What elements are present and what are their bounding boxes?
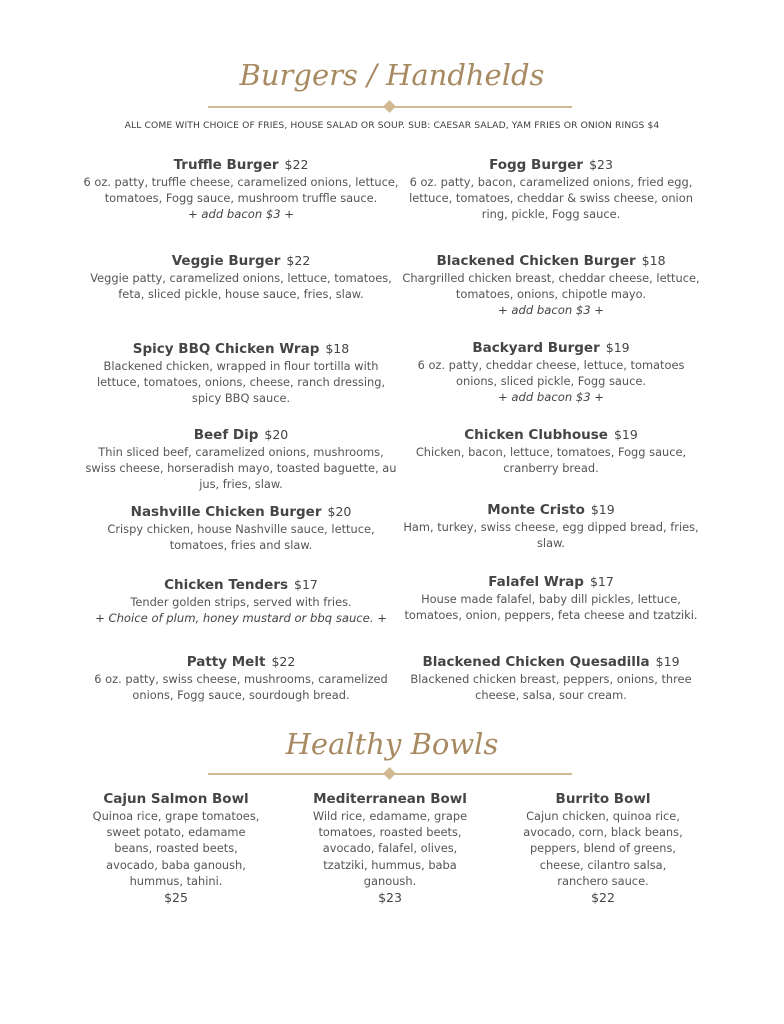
- menu-item: [400, 573, 702, 623]
- section-title-bowls: Healthy Bowls: [285, 727, 499, 761]
- item-name: Chicken Clubhouse: [464, 427, 608, 443]
- item-description: Cajun chicken, quinoa rice, avocado, corn, black beans, peppers, blend of greens, cheese, cilantro salsa, ranchero sauce.: [523, 809, 683, 888]
- item-price: $22: [591, 890, 615, 906]
- item-name: Nashville Chicken Burger: [130, 504, 322, 520]
- item-price: $18: [641, 253, 666, 268]
- item-description: Quinoa rice, grape tomatoes, sweet potato, edamame beans, roasted beets, avocado, baba ganoush, hummus, tahini.: [92, 809, 260, 888]
- item-description: 6 oz. patty, truffle cheese, caramelized onions, lettuce, tomatoes, Fogg sauce, mushroom truffle sauce.: [83, 175, 399, 206]
- menu-item: [82, 252, 400, 302]
- item-description: Wild rice, edamame, grape tomatoes, roasted beets, avocado, falafel, olives, tzatziki, hummus, baba ganoush.: [312, 809, 468, 888]
- item-price: $17: [589, 574, 614, 589]
- diamond-ornament-icon: [383, 100, 396, 113]
- item-description: Veggie patty, caramelized onions, lettuce, tomatoes, feta, sliced pickle, house sauce, fries, slaw.: [90, 271, 392, 302]
- item-name: Blackened Chicken Quesadilla: [422, 654, 650, 670]
- item-price: $22: [271, 654, 296, 669]
- item-addon: + add bacon $3 +: [497, 303, 605, 318]
- item-name: Spicy BBQ Chicken Wrap: [132, 341, 320, 357]
- bowl-item: [517, 790, 689, 906]
- menu-item: [82, 503, 400, 553]
- item-name: Beef Dip: [193, 427, 259, 443]
- item-name: Monte Cristo: [487, 502, 585, 518]
- item-name: Fogg Burger: [489, 157, 584, 173]
- menu-item: [400, 426, 702, 476]
- item-price: $17: [294, 577, 318, 592]
- item-name: Cajun Salmon Bowl: [103, 791, 249, 807]
- bowl-item: [302, 790, 478, 906]
- menu-item: [400, 501, 702, 551]
- item-name: Falafel Wrap: [488, 574, 584, 590]
- item-name: Veggie Burger: [171, 253, 281, 269]
- item-description: Blackened chicken, wrapped in flour tortilla with lettuce, tomatoes, onions, cheese, ranch dressing, spicy BBQ sauce.: [96, 359, 386, 406]
- item-price: $22: [286, 253, 311, 268]
- item-price: $19: [590, 502, 615, 517]
- item-price: $20: [264, 427, 289, 442]
- item-name: Truffle Burger: [173, 157, 279, 173]
- item-description: Ham, turkey, swiss cheese, egg dipped bread, fries, slaw.: [403, 520, 699, 551]
- item-price: $23: [589, 157, 613, 172]
- menu-item: [400, 252, 702, 319]
- item-description: House made falafel, baby dill pickles, lettuce, tomatoes, onion, peppers, feta cheese and tzatziki.: [404, 592, 698, 623]
- item-description: Crispy chicken, house Nashville sauce, lettuce, tomatoes, fries and slaw.: [107, 522, 375, 553]
- bowl-item: [90, 790, 262, 906]
- item-price: $20: [327, 504, 352, 519]
- item-description: 6 oz. patty, swiss cheese, mushrooms, caramelized onions, Fogg sauce, sourdough bread.: [94, 672, 388, 703]
- item-name: Backyard Burger: [472, 340, 600, 356]
- item-name: Blackened Chicken Burger: [436, 253, 636, 269]
- item-name: Mediterranean Bowl: [313, 791, 467, 807]
- item-description: 6 oz. patty, cheddar cheese, lettuce, tomatoes onions, sliced pickle, Fogg sauce.: [417, 358, 685, 389]
- sides-note: ALL COME WITH CHOICE OF FRIES, HOUSE SALAD OR SOUP. SUB: CAESAR SALAD, YAM FRIES OR ONION RINGS $4: [124, 120, 660, 131]
- item-description: 6 oz. patty, bacon, caramelized onions, fried egg, lettuce, tomatoes, cheddar & swiss cheese, onion ring, pickle, Fogg sauce.: [409, 175, 693, 222]
- item-price: $23: [378, 890, 402, 906]
- menu-item: [82, 156, 400, 223]
- menu-item: [400, 339, 702, 406]
- menu-item: [82, 653, 400, 703]
- item-price: $22: [284, 157, 309, 172]
- item-name: Chicken Tenders: [164, 577, 289, 593]
- item-price: $19: [605, 340, 630, 355]
- item-price: $19: [655, 654, 680, 669]
- item-price: $19: [613, 427, 638, 442]
- section-title-burgers: Burgers / Handhelds: [239, 58, 545, 92]
- item-price: $18: [325, 341, 350, 356]
- menu-item: [82, 426, 400, 493]
- item-price: $25: [164, 890, 188, 906]
- item-description: Blackened chicken breast, peppers, onions, three cheese, salsa, sour cream.: [410, 672, 692, 703]
- menu-item: [82, 340, 400, 407]
- item-addon: + add bacon $3 +: [187, 207, 295, 222]
- menu-item: [400, 653, 702, 703]
- item-description: Tender golden strips, served with fries.: [130, 595, 352, 609]
- item-addon: + add bacon $3 +: [497, 390, 605, 405]
- item-name: Patty Melt: [186, 654, 266, 670]
- menu-item: [72, 576, 410, 626]
- item-addon: + Choice of plum, honey mustard or bbq sauce. +: [95, 611, 387, 626]
- diamond-ornament-icon: [383, 767, 396, 780]
- item-description: Thin sliced beef, caramelized onions, mushrooms, swiss cheese, horseradish mayo, toasted baguette, au jus, fries, slaw.: [85, 445, 397, 492]
- item-description: Chargrilled chicken breast, cheddar cheese, lettuce, tomatoes, onions, chipotle mayo.: [402, 271, 700, 302]
- menu-item: [400, 156, 702, 223]
- item-description: Chicken, bacon, lettuce, tomatoes, Fogg sauce, cranberry bread.: [415, 445, 687, 476]
- item-name: Burrito Bowl: [555, 791, 651, 807]
